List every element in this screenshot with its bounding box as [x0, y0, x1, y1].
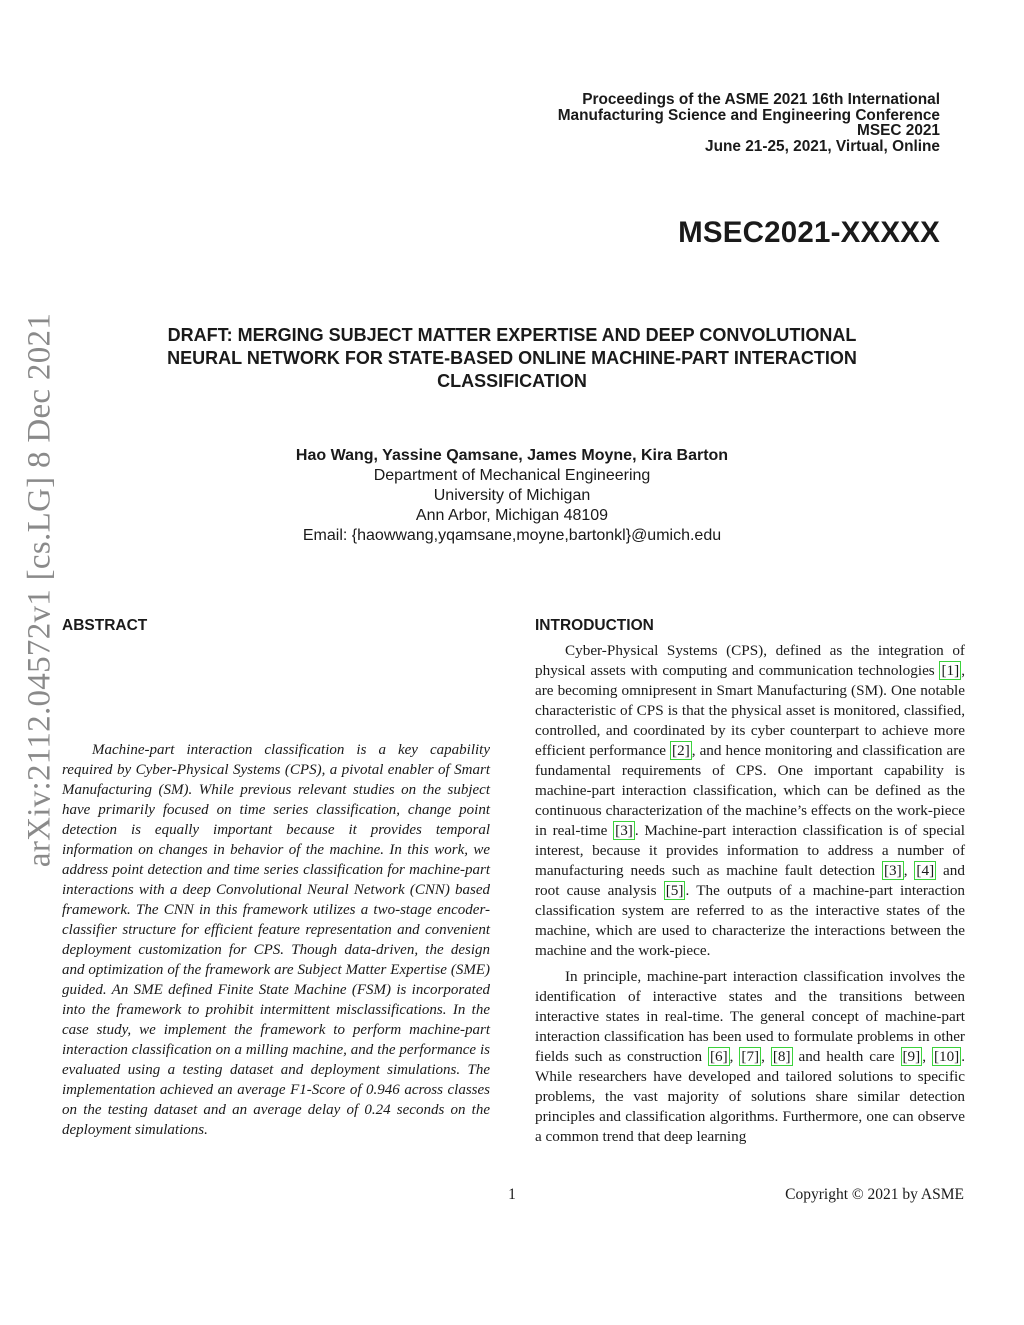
- intro-p2-text: and health care: [792, 1048, 901, 1065]
- intro-p1-text: , are becoming omnipresent in Smart Manufacturing (SM). One notable characteristic of CPS is that the physical asset is monitored, classified, controlled, and coordinated by its cyber counterpart to achieve more efficient performance: [535, 662, 965, 759]
- author-email: Email: {haowwang,yqamsane,moyne,bartonkl}@umich.edu: [302, 527, 722, 544]
- intro-p1-text: ,: [903, 862, 915, 879]
- intro-p1-text: . The outputs of a machine-part interaction classification system are referred to as the interactive states of the machine, which are used to characterize the interactions between the machine and the work-piece.: [535, 882, 966, 959]
- right-column: [535, 617, 965, 1147]
- introduction-paragraph-1: [535, 641, 965, 961]
- introduction-heading: INTRODUCTION: [535, 617, 654, 634]
- citation-link[interactable]: [1]: [941, 662, 960, 679]
- citation-link[interactable]: [7]: [741, 1048, 760, 1065]
- intro-p2-text: ,: [729, 1048, 740, 1065]
- citation-link[interactable]: [6]: [709, 1048, 728, 1065]
- copyright-notice: Copyright © 2021 by ASME: [785, 1186, 964, 1203]
- intro-p1-text: Cyber-Physical Systems (CPS), defined as the integration of physical assets with computing and communication technologies: [535, 642, 965, 679]
- citation-link[interactable]: [10]: [933, 1048, 960, 1065]
- author-department: Department of Mechanical Engineering: [373, 467, 651, 484]
- citation-link[interactable]: [8]: [772, 1048, 791, 1065]
- title-line-3: CLASSIFICATION: [437, 371, 587, 391]
- citation-link[interactable]: [2]: [672, 742, 690, 759]
- proceedings-header: [558, 92, 940, 154]
- citation-link[interactable]: [5]: [665, 882, 684, 899]
- title-line-1: DRAFT: MERGING SUBJECT MATTER EXPERTISE AND DEEP CONVOLUTIONAL: [167, 325, 857, 345]
- citation-link[interactable]: [3]: [883, 862, 902, 879]
- paper-id: MSEC2021-XXXXX: [678, 216, 940, 249]
- introduction-paragraph-2: [535, 967, 965, 1147]
- intro-p2-text: ,: [761, 1048, 771, 1065]
- arxiv-identifier-stamp: arXiv:2112.04572v1 [cs.LG] 8 Dec 2021: [21, 312, 58, 868]
- abstract-heading: ABSTRACT: [62, 617, 148, 634]
- citation-link[interactable]: [9]: [902, 1048, 921, 1065]
- author-block: [200, 446, 824, 546]
- intro-p1-text: . Machine-part interaction classification is of special interest, because it provides information to address a number of manufacturing needs such as machine fault detection: [535, 822, 965, 879]
- title-line-2: NEURAL NETWORK FOR STATE-BASED ONLINE MACHINE-PART INTERACTION: [167, 348, 857, 368]
- author-university: University of Michigan: [433, 487, 591, 504]
- abstract-text: Machine-part interaction classification is a key capability required by Cyber-Physical Systems (CPS), a pivotal enabler of Smart Manufacturing (SM). While previous relevant studies on the subject have primarily focused on time series classification, change point detection is equally important because it provides temporal information on changes in behavior of the machine. In this work, we address point detection and time series classification for machine-part interactions with a deep Convolutional Neural Network (CNN) based framework. The CNN in this framework utilizes a two-stage encoder-classifier structure for efficient feature representation and convenient deployment customization for CPS. Though data-driven, the design and optimization of the framework are Subject Matter Expertise (SME) guided. An SME defined Finite State Machine (FSM) is incorporated into the framework to prohibit intermittent misclassifications. In the case study, we implement the framework to perform machine-part interaction classification on a milling machine, and the performance is evaluated using a testing dataset and deployment simulations. The implementation achieved an average F1-Score of 0.946 across classes on the testing dataset and an average delay of 0.24 seconds on the deployment simulations.: [62, 742, 490, 1138]
- conference-dates-location: June 21-25, 2021, Virtual, Online: [705, 137, 940, 155]
- author-location: Ann Arbor, Michigan 48109: [415, 507, 609, 524]
- author-names: Hao Wang, Yassine Qamsane, James Moyne, Kira Barton: [295, 447, 729, 464]
- proceedings-line-2: Manufacturing Science and Engineering Conference: [557, 106, 940, 124]
- intro-p2-text: In principle, machine-part interaction classification involves the identification of interactive states and the transitions between interactive states in real-time. The general concept of machine-part interaction classification has been used to formulate problems in other fields such as construction: [535, 968, 965, 1065]
- proceedings-line-1: Proceedings of the ASME 2021 16th International: [582, 91, 940, 108]
- left-column: [62, 617, 490, 1140]
- conference-short-name: MSEC 2021: [857, 122, 940, 139]
- citation-link[interactable]: [4]: [916, 862, 935, 879]
- intro-p2-text: . While researchers have developed and tailored solutions to specific problems, the vast majority of solutions share similar detection principles and classification algorithms. Furthermore, one can observe a common trend that deep learning: [535, 1048, 966, 1145]
- intro-p1-text: and root cause analysis: [535, 862, 965, 899]
- intro-p1-text: , and hence monitoring and classification are fundamental requirements of CPS. One important capability is machine-part interaction classification, which can be defined as the continuous characterization of the machine’s effects on the work-piece in real-time: [535, 742, 965, 839]
- intro-p2-text: ,: [922, 1048, 932, 1065]
- page-number: 1: [508, 1186, 516, 1203]
- paper-title: [62, 324, 962, 393]
- citation-link[interactable]: [3]: [615, 822, 633, 839]
